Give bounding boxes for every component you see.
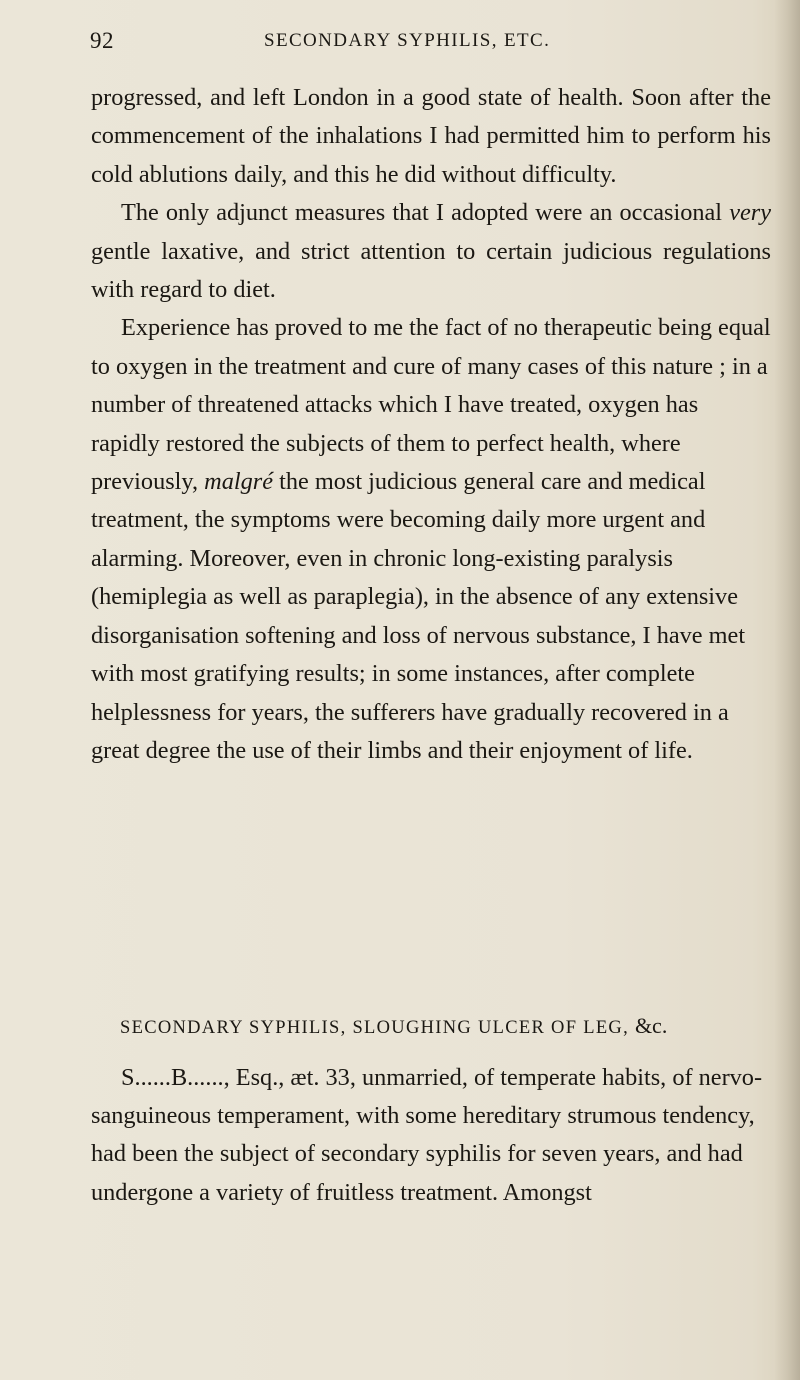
section-body xyxy=(91,1059,771,1212)
paragraph-3-text-a: Experience has proved to me the fact of no therapeutic being equal to oxygen in the treatment and cure of many cases of this nature ; in a number of threatened attacks which I have treated, oxygen has rapidly restored the subjects of them to perfect health, where previously, xyxy=(91,314,771,496)
paragraph-3 xyxy=(91,309,771,770)
page-number: 92 xyxy=(90,28,114,53)
paragraph-2-text-a: The only adjunct measures that I adopted were an occasional xyxy=(121,199,730,227)
paragraph-3-text-b: the most judicious general care and medical treatment, the symptoms were becoming daily more urgent and alarming. Moreover, even in chronic long-existing paralysis (hemiplegia as well as paraplegia), in the absence of any extensive disorganisation softening and loss of nervous substance, I have met with most gratifying results; in some instances, after complete helplessness for years, the sufferers have gradually recovered in a great degree the use of their limbs and their enjoyment of life. xyxy=(91,468,746,764)
section-heading xyxy=(120,1013,667,1039)
body-text xyxy=(91,79,771,770)
paragraph-2 xyxy=(91,194,771,309)
running-head: SECONDARY SYPHILIS, ETC. xyxy=(264,30,551,51)
paragraph-2-italic: very xyxy=(729,199,771,227)
page-edge-shadow xyxy=(774,0,800,1380)
page-header xyxy=(90,28,770,60)
paragraph-1: progressed, and left London in a good state of health. Soon after the commencement of the inhalations I had permitted him to perform his cold ablutions daily, and this he did without difficulty. xyxy=(91,84,771,188)
paragraph-3-italic: malgré xyxy=(204,468,273,496)
section-heading-text: SECONDARY SYPHILIS, SLOUGHING ULCER OF LEG, xyxy=(120,1018,635,1038)
case-paragraph: S......B......, Esq., æt. 33, unmarried, of temperate habits, of nervo-sanguineous temperament, with some hereditary strumous tendency, had been the subject of secondary syphilis for seven years, and had undergone a variety of fruitless treatment. Amongst xyxy=(91,1064,763,1206)
section-heading-amp: &c. xyxy=(634,1013,668,1038)
paragraph-2-text-b: gentle laxative, and strict attention to certain judicious regulations with regard to diet. xyxy=(91,237,771,304)
